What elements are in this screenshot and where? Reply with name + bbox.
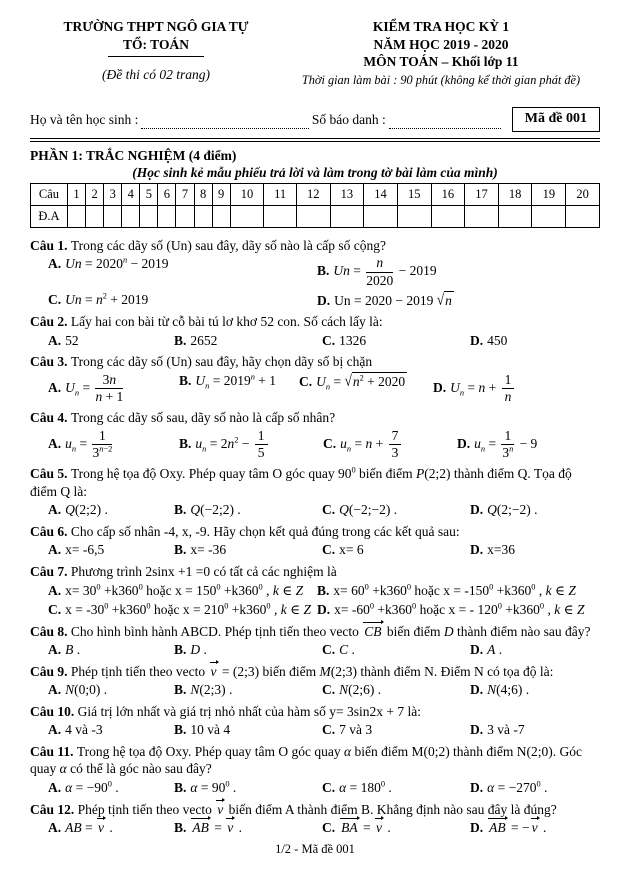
option-key: A. [48,722,62,738]
option-key: C. [322,542,336,558]
duration-note: Thời gian làm bài : 90 phút (không kể thời gian phát đề) [301,72,581,87]
question-7-option-A: A. $x= 30^0 +k360^0$ hoặc $x = 150^0 +k360^0$ , k ∈ Z [48,582,304,598]
option-key: B. [174,332,187,348]
option-key: D. [317,602,331,618]
question-3-option-A: A. $U_n$ = $\frac{3n}{n + 1}$ [48,371,124,405]
option-key: A. [48,379,62,395]
answer-table-cell: 13 [330,183,364,205]
option-key: C. [322,779,336,795]
question-5 [30,465,600,519]
answer-table-cell [431,205,465,227]
question-5-option-D: D. Q(2;−2) . [470,502,538,518]
answer-table-cell [566,205,600,227]
section1-instruction: (Học sinh kẻ mẫu phiếu trả lời và làm trong tờ bài làm của mình) [132,165,498,181]
answer-table-cell: 8 [194,183,212,205]
question-8-option-C: C. C . [322,642,355,658]
answer-table-cell: 15 [397,183,431,205]
student-id-fill-line [389,115,501,129]
question-7-text: Câu 7. Phương trình 2sinx +1 =0 có tất cả các nghiệm là [30,563,337,579]
option-key: C. [322,332,336,348]
question-8-option-B: B. D . [174,642,207,658]
answer-table-cell: 16 [431,183,465,205]
student-id-label: Số báo danh : [311,112,386,128]
question-2-option-B: B. 2652 [174,332,218,348]
answer-table-cell [264,205,297,227]
question-2-option-D: D. 450 [470,332,508,348]
question-3-option-D: D. $U_n = n$ + $\frac{1}{n}$ [433,372,600,405]
header-left-block [30,18,282,89]
question-4-option-A: A. $u_n$ = $\frac{1}{3^{n-2}}$ [48,427,113,461]
student-name-fill-line [141,115,309,129]
answer-table-cell [140,205,158,227]
answer-table-cell: 18 [498,183,532,205]
question-10-label: Câu 10. [30,703,78,719]
answer-table-cell: 7 [176,183,194,205]
question-1-option-B: B. Un = $\frac{n}{2020}$ − 2019 [317,255,437,288]
question-12 [30,801,600,837]
question-1-text: Câu 1. Trong các dãy số (Un) sau đây, dãy số nào là cấp số cộng? [30,237,386,253]
page-footer: 1/2 - Mã đề 001 [275,841,355,856]
header-double-rule [30,138,600,142]
question-9-option-B: B. N(2;3) . [174,682,233,698]
question-3-text: Câu 3. Trong các dãy số (Un) sau đây, hãy chọn dãy số bị chặn [30,354,373,370]
option-key: A. [48,779,62,795]
option-key: A. [48,502,62,518]
answer-table-cell: 6 [158,183,176,205]
option-key: C. [48,602,62,618]
question-10-option-B: B. 10 và 4 [174,722,231,738]
question-2-options [30,332,600,350]
question-8-option-D: D. A . [470,642,503,658]
option-key: B. [317,263,330,279]
answer-table-cell [296,205,330,227]
question-6-option-D: D. x=36 [470,542,515,558]
question-8 [30,623,600,659]
question-5-option-A: A. Q(2;2) . [48,502,108,518]
section1-title: PHẦN 1: TRẮC NGHIỆM (4 điểm) [30,147,237,163]
question-9-option-D: D. N(4;6) . [470,682,530,698]
answer-table-cell [364,205,398,227]
question-12-label: Câu 12. [30,801,78,817]
question-1-options [30,255,600,309]
option-key: C. [322,820,336,836]
option-key: A. [48,820,62,836]
option-key: A. [48,332,62,348]
answer-table-cell [498,205,532,227]
answer-table-cell [532,205,566,227]
question-11-text: Câu 11. Trong hệ tọa độ Oxy. Phép quay tâm O góc quay α biến điểm M(0;2) thành điểm N(2;0). Góc quay α có thể là góc nào sau đây? [30,743,583,777]
option-key: B. [174,502,187,518]
answer-table-cell: 17 [465,183,499,205]
question-4-options [30,428,600,461]
option-key: D. [433,379,447,395]
option-key: B. [174,779,187,795]
question-3-label: Câu 3. [30,354,71,370]
answer-table [30,183,600,228]
answer-table-cell [158,205,176,227]
questions [30,237,600,837]
header-short-rule [108,56,204,57]
option-key: C. [322,502,336,518]
option-key: A. [48,435,62,451]
answer-table-cell: 12 [296,183,330,205]
question-12-option-C: C. BA = v . [322,820,391,836]
question-7-option-B: B. $x= 60^0 +k360^0$ hoặc $x = -150^0 +k360^0$ , k ∈ Z [317,582,576,598]
answer-table-cell: 20 [566,183,600,205]
question-9-text: Câu 9. Phép tịnh tiến theo vecto v = (2;3) biến điểm M(2;3) thành điểm N. Điểm N có tọa độ là: [30,663,554,679]
option-key: D. [470,502,484,518]
question-12-text: Câu 12. Phép tịnh tiến theo vecto v biến điểm A thành điểm B. Khẳng định nào sau đây là đúng? [30,801,557,817]
question-9-option-C: C. N(2;6) . [322,682,382,698]
question-8-label: Câu 8. [30,623,71,639]
question-10-options [30,721,600,739]
answer-table-row-label: Đ.A [31,205,68,227]
question-12-options [30,819,600,837]
answer-table-cell [122,205,140,227]
answer-table-cell: 9 [212,183,230,205]
question-3-option-B: B. $U_n = 2019^n + 1$ [179,372,277,391]
question-8-text: Câu 8. Cho hình bình hành ABCD. Phép tịnh tiến theo vecto CB biến điểm D thành điểm nào sau đây? [30,623,591,639]
option-key: D. [317,292,331,308]
answer-table-cell [176,205,194,227]
question-7-option-D: D. $x= -60^0 +k360^0$ hoặc x = - $120^0 +k360^0$ , k ∈ Z [317,601,585,618]
answer-table-cell [68,205,86,227]
question-9-option-A: A. N(0;0) . [48,682,108,698]
question-1-option-D: D. Un = 2020 − 2019 √n [317,290,452,308]
question-11-option-A: A. $\alpha = -90^0$ . [48,779,119,795]
answer-table-cell: 10 [230,183,264,205]
question-9-options [30,681,600,699]
question-10-option-A: A. 4 và -3 [48,722,103,738]
answer-table-cell: 5 [140,183,158,205]
answer-table-cell: 11 [264,183,297,205]
option-key: B. [317,582,330,598]
question-5-text: Câu 5. Trong hệ tọa độ Oxy. Phép quay tâm O góc quay $90^0$ biến điểm P(2;2) thành điểm Q. Tọa độ điểm Q là: [30,465,572,499]
question-7 [30,563,600,619]
question-10-text: Câu 10. Giá trị lớn nhất và giá trị nhỏ nhất của hàm số y= 3sin2x + 7 là: [30,703,421,719]
question-11-option-D: D. $\alpha = -270^0$ . [470,779,548,795]
option-key: A. [48,256,62,272]
pages-note: (Đề thi có 02 trang) [102,67,210,83]
question-11-option-C: C. $\alpha = 180^0$ . [322,779,392,795]
question-10 [30,703,600,739]
option-key: A. [48,582,62,598]
question-6-options [30,541,600,559]
question-8-options [30,641,600,659]
option-key: A. [48,682,62,698]
option-key: D. [470,642,484,658]
school-name: TRƯỜNG THPT NGÔ GIA TỰ [63,19,249,34]
question-4-label: Câu 4. [30,410,71,426]
answer-table-cell [212,205,230,227]
question-7-option-C: C. $x = -30^0 +k360^0$ hoặc $x = 210^0 +k360^0$ , k ∈ Z [48,601,311,618]
answer-table-cell [194,205,212,227]
option-key: A. [48,542,62,558]
answer-table-cell: 4 [122,183,140,205]
question-6 [30,523,600,559]
answer-table-answer-row [31,205,600,227]
student-info-row [30,104,600,129]
question-1 [30,237,600,309]
question-6-label: Câu 6. [30,523,71,539]
option-key: B. [174,820,187,836]
question-6-text: Câu 6. Cho cấp số nhân -4, x, -9. Hãy chọn kết quả đúng trong các kết quả sau: [30,523,460,539]
question-9-label: Câu 9. [30,663,71,679]
question-3-options [30,372,600,405]
question-5-options [30,501,600,519]
question-2-option-C: C. 1326 [322,332,367,348]
option-key: B. [179,435,192,451]
question-7-label: Câu 7. [30,563,71,579]
answer-table-cell [465,205,499,227]
question-2-label: Câu 2. [30,314,71,330]
question-4-option-C: C. $u_n = n$ + $\frac{7}{3}$ [323,428,451,461]
question-1-label: Câu 1. [30,237,71,253]
answer-table-cell [86,205,104,227]
student-name-label: Họ và tên học sinh : [30,112,139,128]
subject-line: MÔN TOÁN – Khối lớp 11 [363,54,519,70]
option-key: B. [174,682,187,698]
question-1-option-C: C. $Un = n^2 + 2019$ [48,291,149,307]
question-3 [30,353,600,405]
question-4-text: Câu 4. Trong các dãy số sau, dãy số nào là cấp số nhân? [30,410,336,426]
question-4-option-B: B. $u_n = 2n^2$ − $\frac{1}{5}$ [179,428,317,461]
option-key: B. [179,372,192,388]
answer-table-cell: 19 [532,183,566,205]
option-key: B. [174,642,187,658]
question-11-label: Câu 11. [30,743,77,759]
question-12-option-D: D. AB = − v . [470,820,547,836]
exam-header [30,18,600,89]
answer-table-cell [230,205,264,227]
option-key: C. [299,373,313,389]
question-5-option-B: B. Q(−2;2) . [174,502,241,518]
question-5-option-C: C. Q(−2;−2) . [322,502,398,518]
question-12-option-A: A. AB = v . [48,820,113,836]
question-1-option-A: A. $Un = 2020^n - 2019$ [48,255,169,272]
answer-table-cell [330,205,364,227]
question-2-option-A: A. 52 [48,332,79,348]
question-10-option-C: C. 7 và 3 [322,722,373,738]
option-key: C. [323,435,337,451]
question-12-option-B: B. AB = v . [174,820,243,836]
option-key: D. [457,435,471,451]
question-10-option-D: D. 3 và -7 [470,722,525,738]
question-11-options [30,779,600,797]
answer-table-row-label: Câu [31,183,68,205]
option-key: D. [470,332,484,348]
option-key: C. [322,642,336,658]
option-key: D. [470,820,484,836]
option-key: C. [322,682,336,698]
school-year: NĂM HỌC 2019 - 2020 [373,36,509,52]
answer-table-cell: 3 [104,183,122,205]
answer-table-cell [397,205,431,227]
answer-table-cell: 14 [364,183,398,205]
question-3-option-C: C. $U_n = √n^2 + 2020$ [299,371,406,392]
question-9 [30,663,600,699]
question-8-option-A: A. B . [48,642,81,658]
header-right-block [282,18,600,89]
question-6-option-A: A. x= -6,5 [48,542,105,558]
option-key: D. [470,722,484,738]
question-5-label: Câu 5. [30,466,71,482]
question-11 [30,743,600,797]
option-key: C. [322,722,336,738]
option-key: C. [48,291,62,307]
answer-table-cell [104,205,122,227]
department-name: TỔ: TOÁN [123,36,189,52]
question-4-option-D: D. $u_n$ = $\frac{1}{3^n}$ − 9 [457,427,538,461]
question-4 [30,409,600,461]
question-11-option-B: B. $\alpha = 90^0$ . [174,779,237,795]
option-key: D. [470,779,484,795]
question-7-options [30,582,600,619]
answer-table-question-row [31,183,600,205]
option-key: B. [174,542,187,558]
option-key: B. [174,722,187,738]
option-key: A. [48,642,62,658]
option-key: D. [470,542,484,558]
answer-table-cell: 1 [68,183,86,205]
option-key: D. [470,682,484,698]
question-2 [30,313,600,349]
exam-title: KIỂM TRA HỌC KỲ 1 [372,19,510,34]
question-2-text: Câu 2. Lấy hai con bài từ cỗ bài tú lơ khơ 52 con. Số cách lấy là: [30,314,383,330]
exam-code-box: Mã đề 001 [512,107,600,132]
question-6-option-C: C. x= 6 [322,542,364,558]
question-6-option-B: B. x= -36 [174,542,227,558]
answer-table-cell: 2 [86,183,104,205]
